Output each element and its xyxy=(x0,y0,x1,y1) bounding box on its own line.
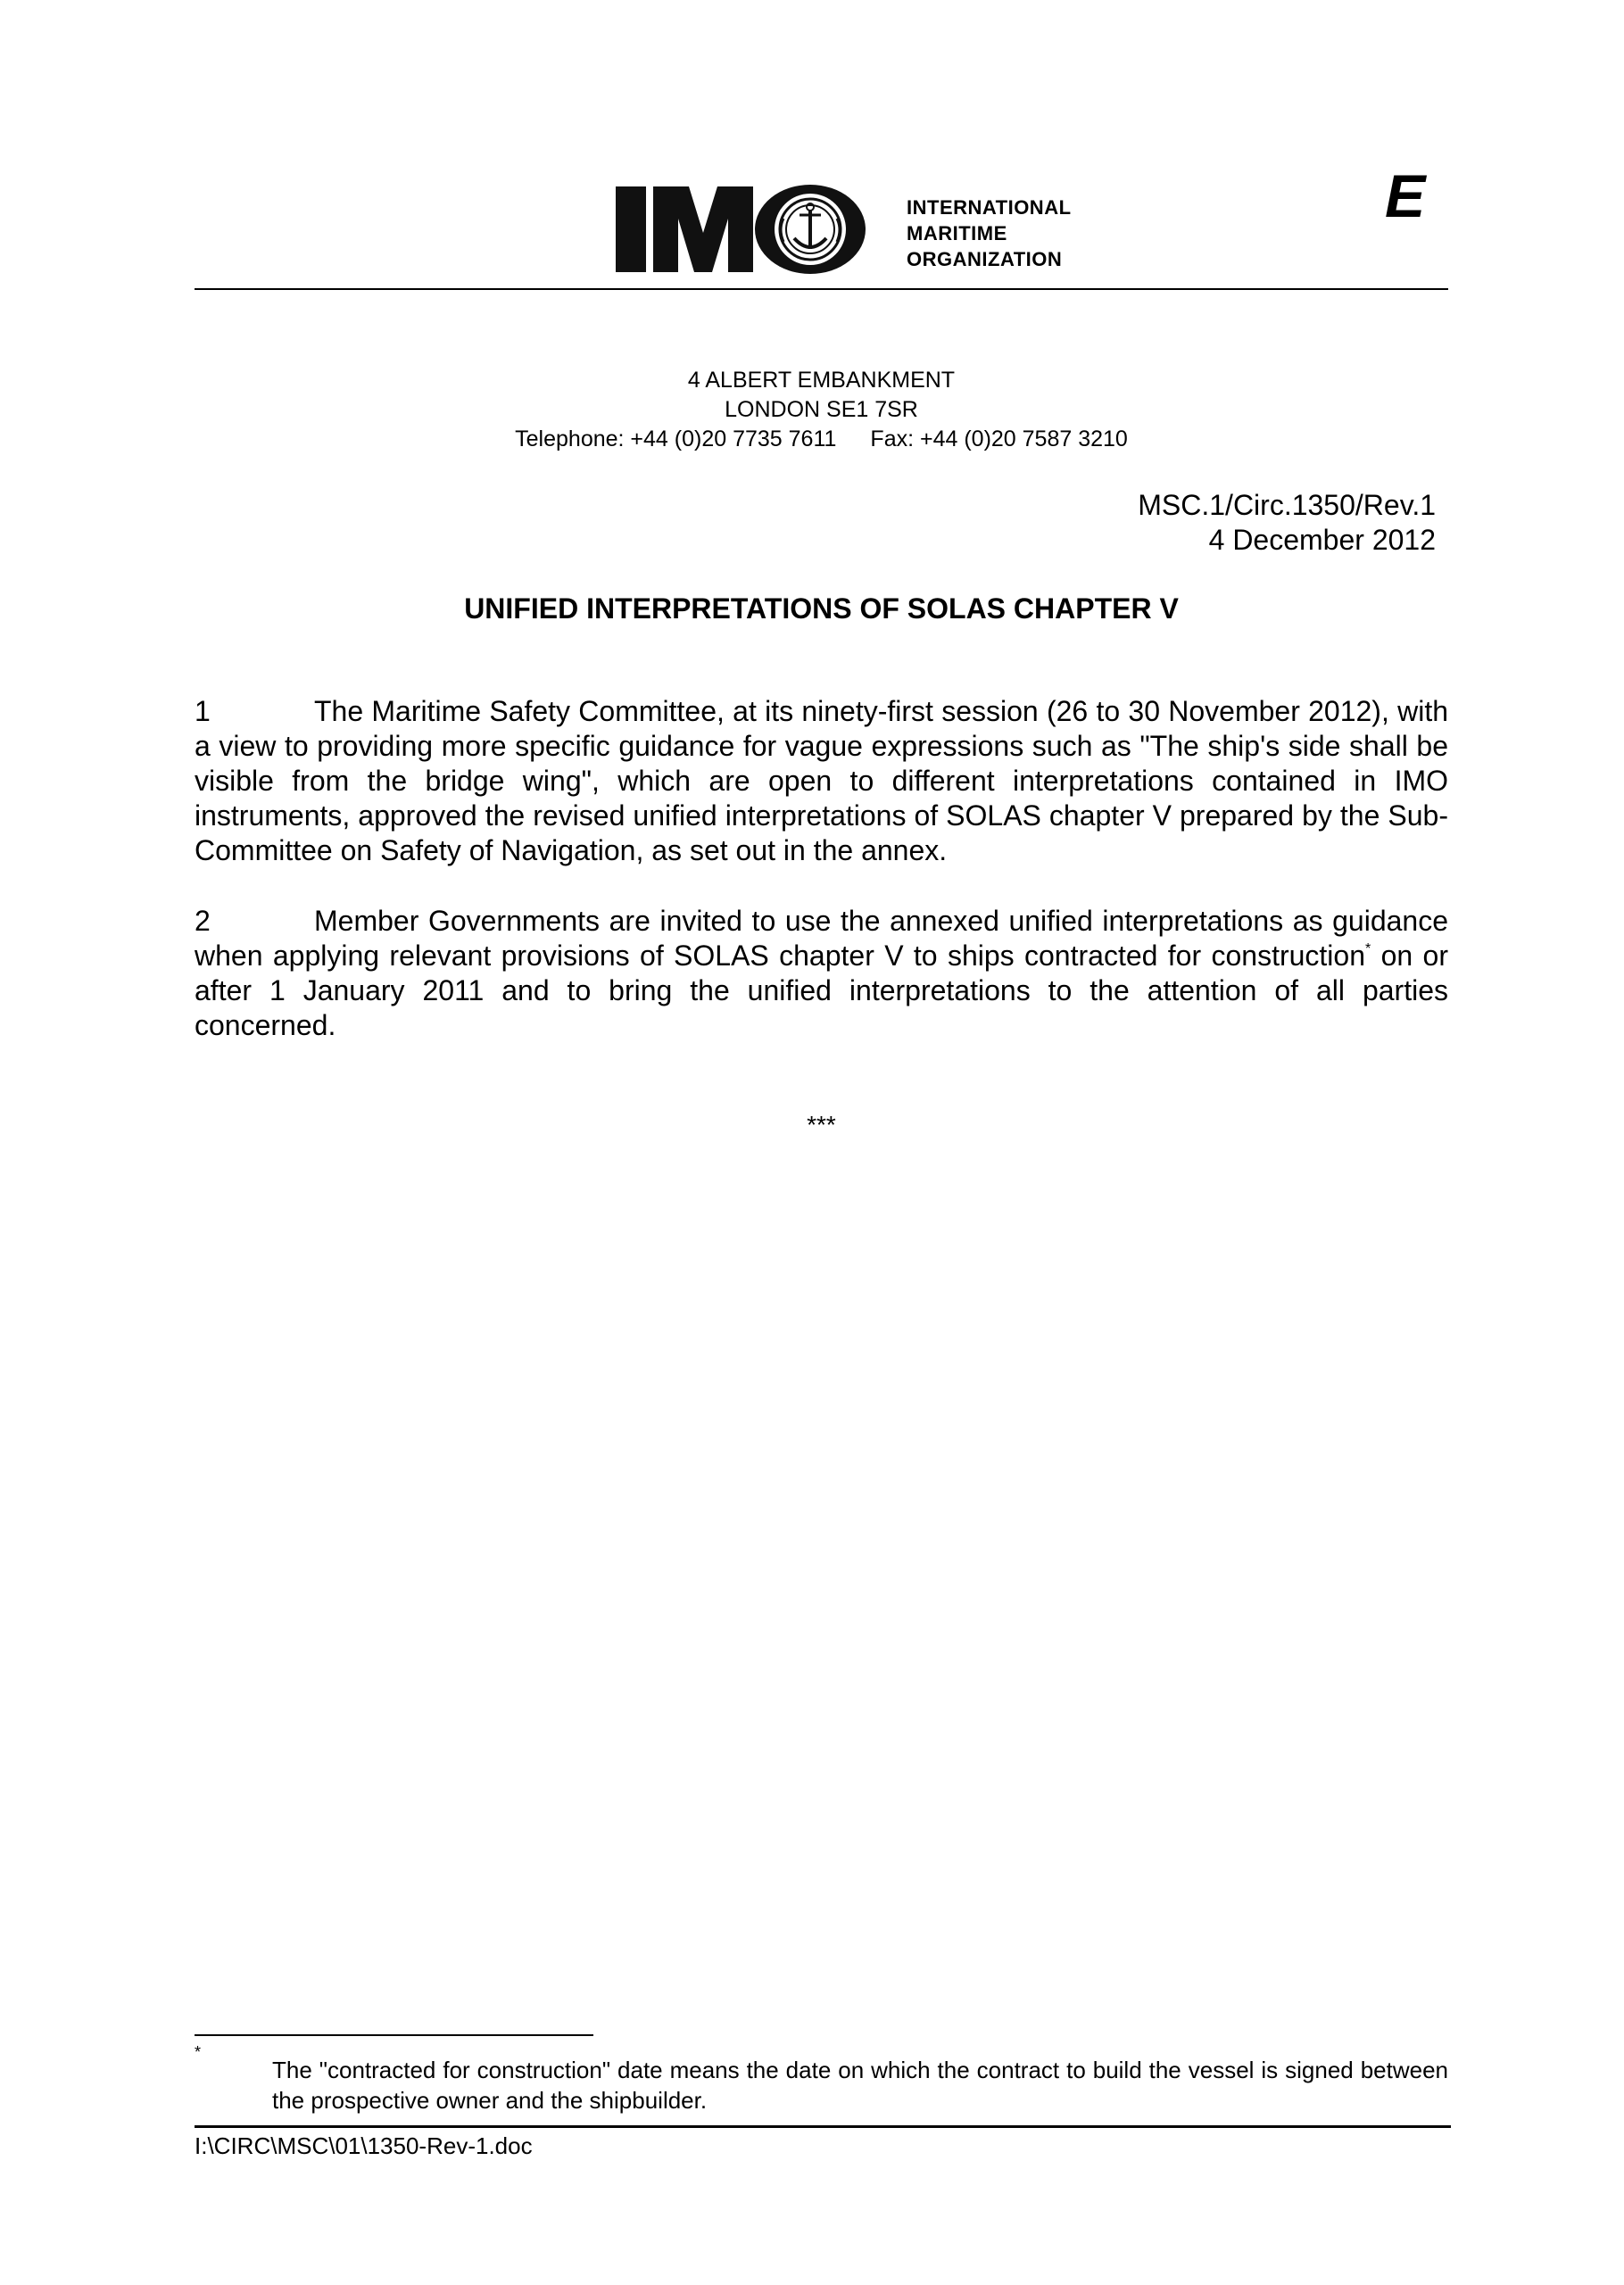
paragraph-text: Member Governments are invited to use the annexed unified interpretations as guidance when applying relevant provisions of SOLAS chapter V to ships contracted for construction xyxy=(195,905,1448,972)
paragraph-text: on or after 1 January 2011 and to bring the unified interpretations to the attention of all parties concerned. xyxy=(195,940,1449,1041)
telephone: Telephone: +44 (0)20 7735 7611 xyxy=(515,426,837,451)
contact-line xyxy=(195,425,1448,454)
footnote-divider xyxy=(195,2034,593,2036)
address-line: LONDON SE1 7SR xyxy=(725,397,918,422)
fax: Fax: +44 (0)20 7587 3210 xyxy=(870,426,1128,451)
footer-divider xyxy=(195,2125,1451,2128)
footnote-marker: * xyxy=(195,2043,202,2061)
file-path: I:\CIRC\MSC\01\1350-Rev-1.doc xyxy=(195,2132,533,2159)
footnote-reference[interactable]: * xyxy=(1365,941,1371,956)
section-separator: *** xyxy=(807,1111,836,1138)
footnote-text: The "contracted for construction" date means the date on which the contract to build the vessel is signed between the prospective owner and the shipbuilder. xyxy=(272,2057,1448,2114)
reference-code: MSC.1/Circ.1350/Rev.1 xyxy=(1138,489,1436,521)
body-paragraph xyxy=(195,904,1448,1043)
reference-date: 4 December 2012 xyxy=(1208,524,1436,556)
document-reference xyxy=(982,488,1436,558)
paragraph-number: 1 xyxy=(195,695,211,727)
page-title: UNIFIED INTERPRETATIONS OF SOLAS CHAPTER V xyxy=(464,592,1179,625)
body-paragraph xyxy=(195,694,1448,868)
language-code: E xyxy=(1385,162,1426,230)
logo-name xyxy=(907,195,1072,272)
logo-line: ORGANIZATION xyxy=(907,248,1063,270)
paragraph-text: The Maritime Safety Committee, at its ninety-first session (26 to 30 November 2012), with a view to providing more specific guidance for vague expressions such as "The ship's side shall be visible from the bridge wing", which are open to different interpretations contained in IMO instruments, approved the revised unified interpretations of SOLAS chapter V prepared by the Sub-Committee on Safety of Navigation, as set out in the annex. xyxy=(195,695,1448,866)
header-divider xyxy=(195,288,1448,290)
address-line: 4 ALBERT EMBANKMENT xyxy=(687,368,956,393)
address-block xyxy=(195,366,1448,454)
logo-line: INTERNATIONAL xyxy=(907,196,1072,219)
paragraph-number: 2 xyxy=(195,905,211,937)
logo-line: MARITIME xyxy=(907,222,1007,244)
